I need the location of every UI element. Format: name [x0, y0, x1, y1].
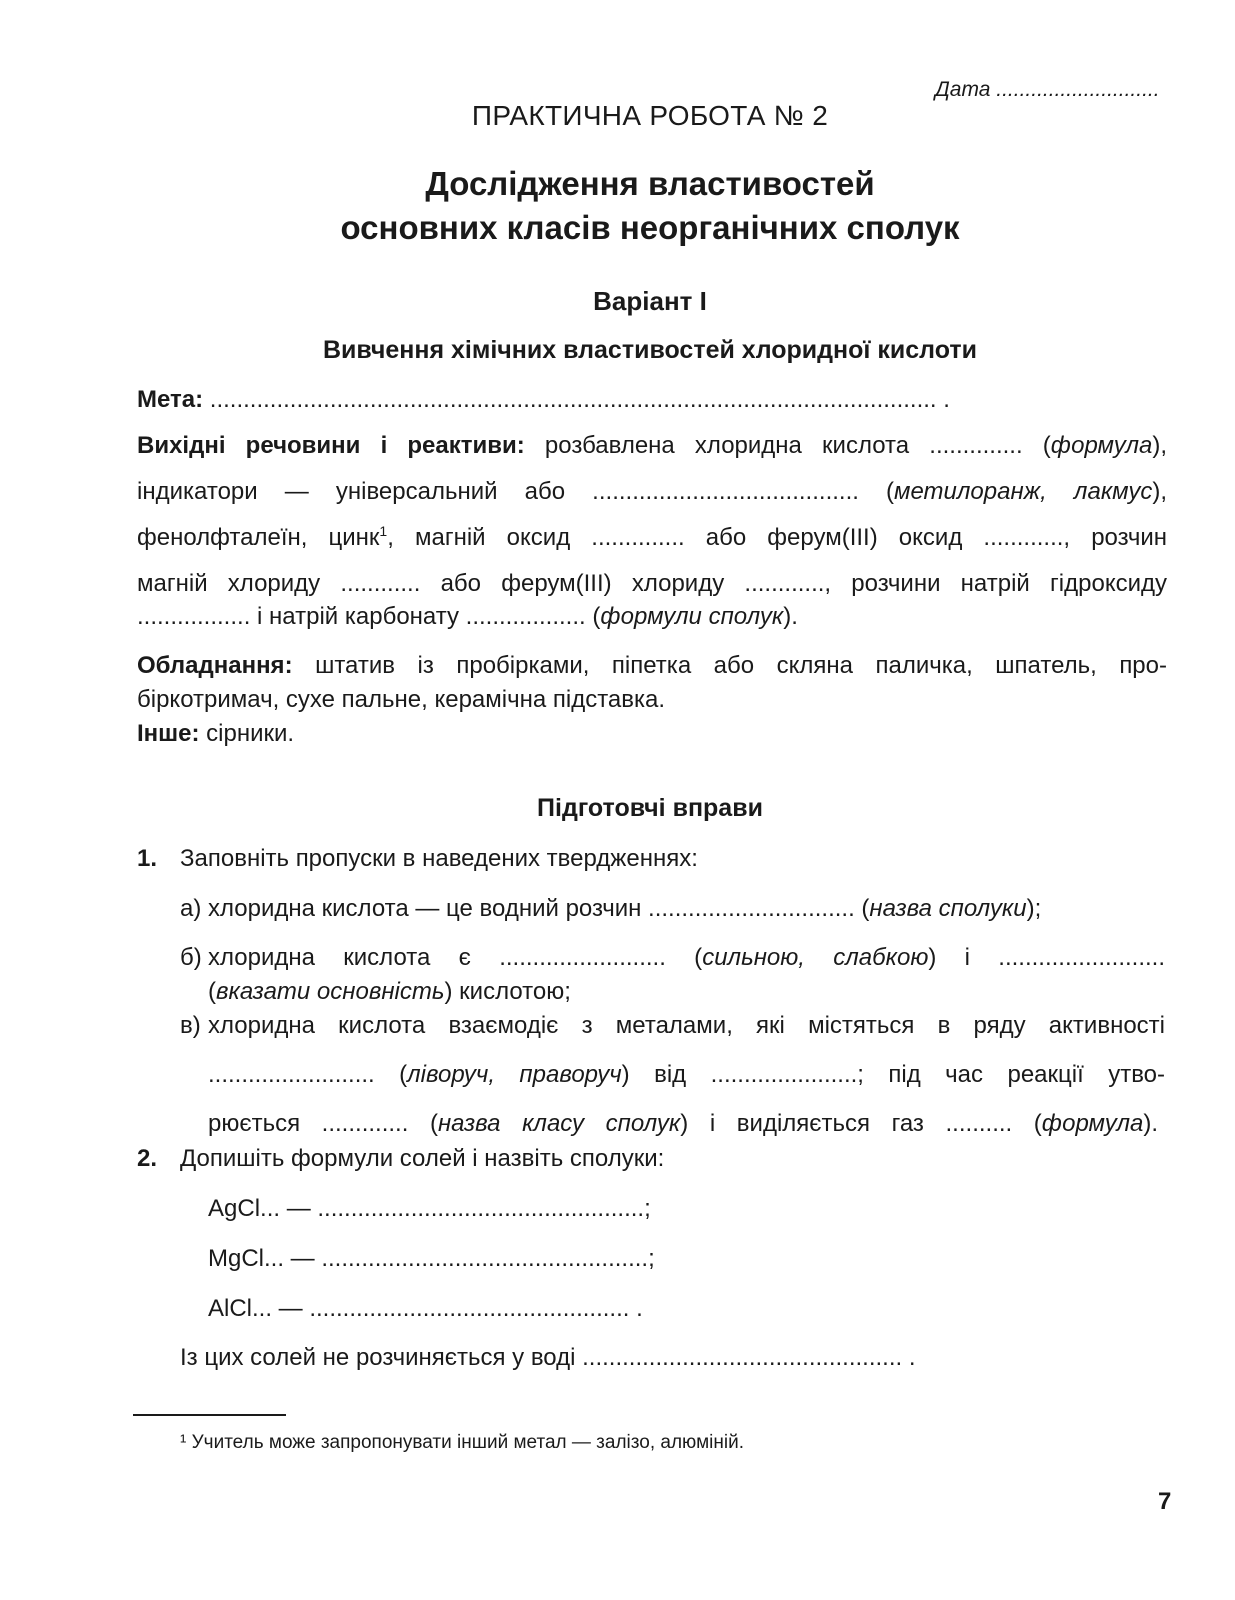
- substances-text-2a: індикатори — універсальний або ........................................ (: [137, 478, 894, 505]
- footnote: ¹ Учитель може запропонувати інший метал — залізо, алюміній.: [180, 1432, 744, 1453]
- page-number: 7: [1158, 1488, 1172, 1515]
- task1-a-part3: );: [1026, 895, 1042, 922]
- task1-v-part3a: рюється ............. (: [208, 1110, 438, 1137]
- goal-label: Мета:: [137, 386, 204, 413]
- task1-b-part5: ) кислотою;: [444, 978, 571, 1005]
- substances-line-3: [137, 524, 1167, 552]
- task1-v-label: в): [180, 1012, 201, 1039]
- substances-line-4: магній хлориду ............ або ферум(ІІІ) хлориду ............, розчини натрій гідроксиду: [137, 570, 1167, 597]
- task1-a-text: [208, 895, 1041, 923]
- task1-v-line3: [208, 1110, 1158, 1138]
- task1-b-part2: сильною, слабкою: [702, 944, 929, 971]
- task1-v-line2: [208, 1061, 1165, 1089]
- goal-line: [137, 386, 950, 414]
- task1-a-label: а): [180, 895, 202, 922]
- substances-text-5a: ................. і натрій карбонату .................. (: [137, 603, 601, 630]
- task1-b-part1: хлоридна кислота є ......................... (: [208, 944, 703, 971]
- main-title-line2: основних класів неорганічних сполук: [340, 209, 960, 246]
- variant-heading: Варіант І: [593, 286, 707, 316]
- task1-v-part2b: ліворуч, праворуч: [407, 1061, 622, 1088]
- salt-line-agcl: AgCl... — .................................................;: [208, 1195, 651, 1222]
- substances-line-2: [137, 478, 1167, 506]
- task1-text: Заповніть пропуски в наведених твердженнях:: [180, 845, 698, 872]
- task1-v-part3b: назва класу сполук: [437, 1110, 681, 1137]
- date-field: Дата ............................: [935, 78, 1160, 101]
- task1-b-part3: ) і .........................: [928, 944, 1165, 971]
- task2-text: Допишіть формули солей і назвіть сполуки:: [180, 1145, 665, 1172]
- substances-label: Вихідні речовини і реактиви:: [137, 432, 525, 459]
- main-title: [0, 162, 1235, 250]
- substances-text-1c: ),: [1152, 432, 1167, 459]
- substances-text-1b: формула: [1050, 432, 1153, 459]
- salt-line-alcl: AlCl... — ................................................ .: [208, 1295, 643, 1322]
- equipment-line-2: біркотримач, сухе пальне, керамічна підставка.: [137, 686, 666, 713]
- task1-v-part3d: формула: [1041, 1110, 1144, 1137]
- equipment-text-1: штатив із пробірками, піпетка або скляна паличка, шпатель, про-: [292, 652, 1167, 679]
- footnote-divider: [133, 1414, 286, 1416]
- task1-a-part2: назва сполуки: [869, 895, 1027, 922]
- substances-text-1a: розбавлена хлоридна кислота .............. (: [524, 432, 1051, 459]
- substances-text-2b: метилоранж, лакмус: [894, 478, 1153, 505]
- substances-text-5b: формули сполук: [600, 603, 784, 630]
- task1-number: 1.: [137, 845, 158, 872]
- work-title: ПРАКТИЧНА РОБОТА № 2: [471, 100, 829, 131]
- other-label: Інше:: [137, 720, 200, 747]
- task1-b-open: (: [208, 978, 216, 1005]
- substances-line-1: [137, 432, 1167, 460]
- study-heading: Вивчення хімічних властивостей хлоридної кислоти: [323, 336, 977, 364]
- task2-number: 2.: [137, 1145, 158, 1172]
- task1-b-line1: [208, 944, 1165, 972]
- insoluble-line: Із цих солей не розчиняється у воді ................................................ .: [180, 1344, 916, 1371]
- prep-heading: Підготовчі вправи: [537, 794, 763, 822]
- task1-b-part4: вказати основність: [216, 978, 445, 1005]
- other-text: сірники.: [199, 720, 295, 747]
- task1-a-part1: хлоридна кислота — це водний розчин ............................... (: [208, 895, 870, 922]
- task1-v-part2a: ......................... (: [208, 1061, 408, 1088]
- salt-line-mgcl: MgCl... — .................................................;: [208, 1245, 655, 1272]
- equipment-line-1: [137, 652, 1167, 680]
- goal-dots: ............................................................................................................. .: [203, 386, 950, 413]
- substances-line-5: [137, 603, 798, 631]
- task1-b-label: б): [180, 944, 202, 971]
- substances-text-3a: фенолфталеїн, цинк: [137, 524, 380, 551]
- other-line: [137, 720, 294, 748]
- substances-text-2c: ),: [1152, 478, 1168, 505]
- substances-text-5c: ).: [783, 603, 798, 630]
- substances-text-3b: , магній оксид .............. або ферум(ІІІ) оксид ............, розчин: [387, 524, 1168, 551]
- footnote-ref: 1: [379, 523, 388, 539]
- task1-v-line1: хлоридна кислота взаємодіє з металами, які містяться в ряду активності: [208, 1012, 1165, 1039]
- task1-v-part2c: ) від ......................; під час реакції утво-: [621, 1061, 1166, 1088]
- main-title-line1: Дослідження властивостей: [425, 165, 875, 202]
- task1-v-part3e: ).: [1143, 1110, 1159, 1137]
- equipment-label: Обладнання:: [137, 652, 293, 679]
- task1-v-part3c: ) і виділяється газ .......... (: [680, 1110, 1042, 1137]
- task1-b-line2: [208, 978, 571, 1006]
